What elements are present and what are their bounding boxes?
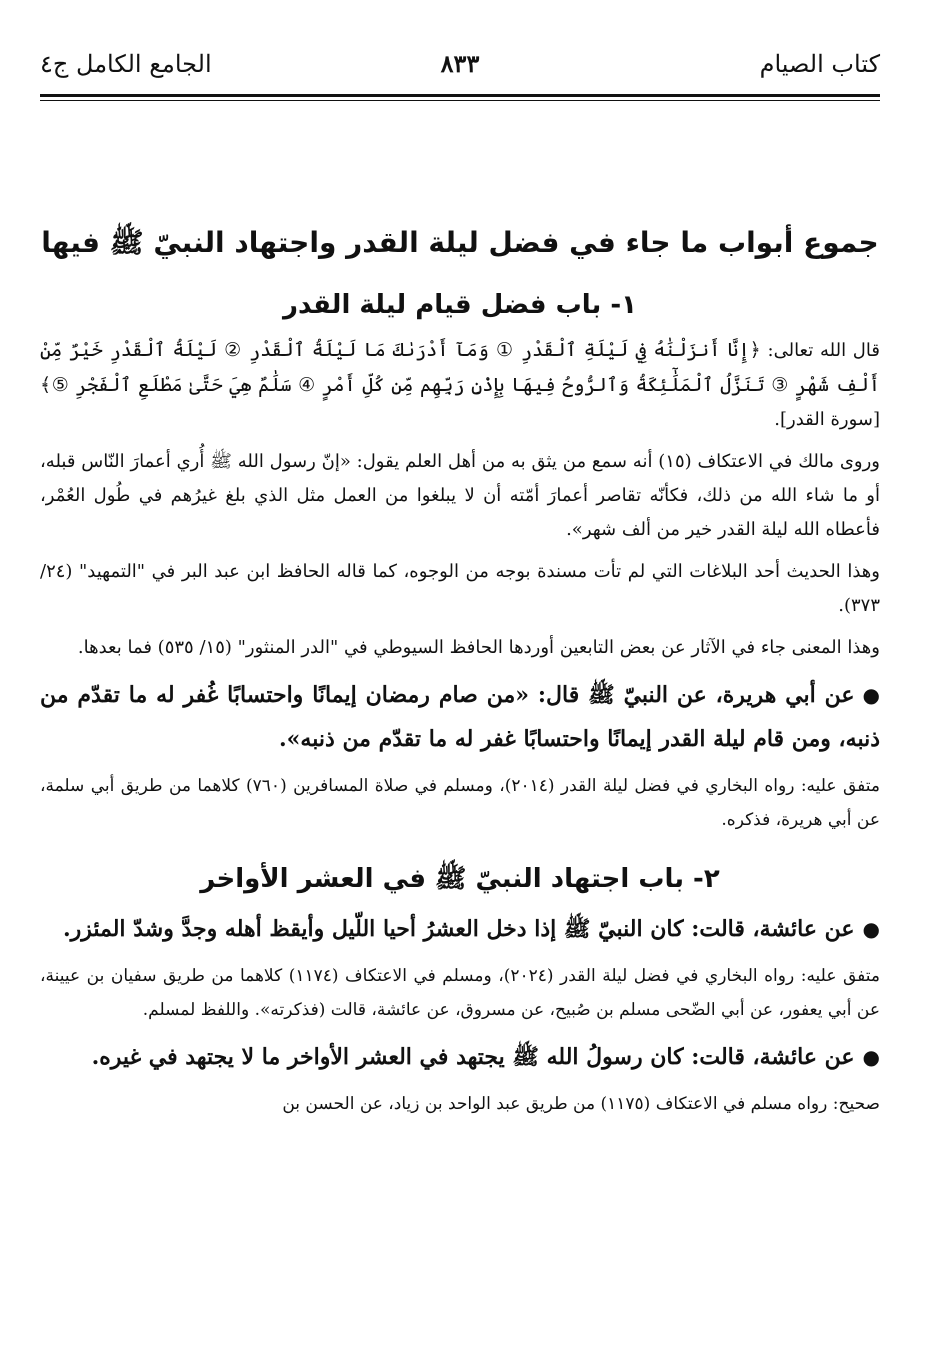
header-rule-thick [40,94,880,97]
book-page [40,40,880,1129]
hadith-abu-hurayra [40,673,880,761]
header-book-section: كتاب الصيام [759,50,880,78]
header-rule-thin [40,100,880,101]
quran-intro: قال الله تعالى: [767,340,880,361]
hadith-aisha-2 [40,1035,880,1079]
quran-paragraph [40,333,880,437]
bullet-icon: ● [862,683,880,707]
running-header [40,40,880,88]
hadith-text: عن عائشة، قالت: كان رسولُ الله ﷺ يجتهد في العشر الأواخر ما لا يجتهد في غيره. [91,1044,855,1070]
chapter-2-title: ٢- باب اجتهاد النبيّ ﷺ في العشر الأواخر [200,864,720,894]
takhrij-aisha-2: صحيح: رواه مسلم في الاعتكاف (١١٧٥) من طريق عبد الواحد بن زياد، عن الحسن بن [282,1094,880,1114]
balaghat-paragraph: وهذا الحديث أحد البلاغات التي لم تأت مسندة بوجه من الوجوه، كما قاله الحافظ ابن عبد البر في "التمهيد" (٢٤/ ٣٧٣). [40,561,880,616]
page-number: ٨٣٣ [440,49,480,78]
main-title: جموع أبواب ما جاء في فضل ليلة القدر واجتهاد النبيّ ﷺ فيها [41,226,879,259]
bullet-icon: ● [862,1045,880,1069]
hadith-text: عن عائشة، قالت: كان النبيّ ﷺ إذا دخل العشرُ أحيا اللّيل وأيقظ أهله وجدَّ وشدّ المئزر. [62,916,855,942]
quran-verses: ﴿إِنَّا أَنزَلْنَٰهُ فِي لَيْلَةِ ٱلْقَدْرِ ① وَمَآ أَدْرَىٰكَ مَا لَيْلَةُ ٱلْقَدْرِ ② لَيْلَةُ ٱلْقَدْرِ خَيْرٌ مِّنْ أَلْفِ شَهْرٍ ③ تَنَزَّلُ ٱلْمَلَٰٓئِكَةُ وَٱلرُّوحُ فِيهَا بِإِذْنِ رَبِّهِم مِّن كُلِّ أَمْرٍ ④ سَلَٰمٌ هِيَ حَتَّىٰ مَطْلَعِ ٱلْفَجْرِ ⑤﴾ [40,339,880,396]
hadith-aisha-1 [40,907,880,951]
hadith-text: عن أبي هريرة، عن النبيّ ﷺ قال: «من صام رمضان إيمانًا واحتسابًا غُفر له ما تقدّم من ذنبه، ومن قام ليلة القدر إيمانًا واحتسابًا غفر له ما تقدّم من ذنبه». [40,682,880,752]
suyuti-paragraph: وهذا المعنى جاء في الآثار عن بعض التابعين أوردها الحافظ السيوطي في "الدر المنثور" (١٥/ ٥٣٥) فما بعدها. [77,637,880,658]
quran-reference: [سورة القدر]. [774,409,880,430]
chapter-1-title: ١- باب فضل قيام ليلة القدر [282,290,637,320]
takhrij-aisha-1: متفق عليه: رواه البخاري في فضل ليلة القدر (٢٠٢٤)، ومسلم في الاعتكاف (١١٧٤) كلاهما من طريق سفيان بن عيينة، عن أبي يعفور، عن أبي الضّحى مسلم بن صُبيح، عن مسروق، عن عائشة، قالت (فذكرته». واللفظ لمسلم. [40,966,881,1020]
malik-report-paragraph: وروى مالك في الاعتكاف (١٥) أنه سمع من يثق به من أهل العلم يقول: «إنّ رسول الله ﷺ أُري أعمارَ النّاس قبله، أو ما شاء الله من ذلك، فكأنّه تقاصر أعمارَ أمّته أن لا يبلغوا من العمل مثل الذي بلغ غيرُهم في طُول العُمْر، فأعطاه الله ليلة القدر خير من ألف شهر». [40,451,880,540]
takhrij-abu-hurayra: متفق عليه: رواه البخاري في فضل ليلة القدر (٢٠١٤)، ومسلم في صلاة المسافرين (٧٦٠) كلاهما من طريق أبي سلمة، عن أبي هريرة، فذكره. [40,776,880,830]
bullet-icon: ● [862,917,880,941]
header-volume-title: الجامع الكامل ج٤ [40,50,212,78]
